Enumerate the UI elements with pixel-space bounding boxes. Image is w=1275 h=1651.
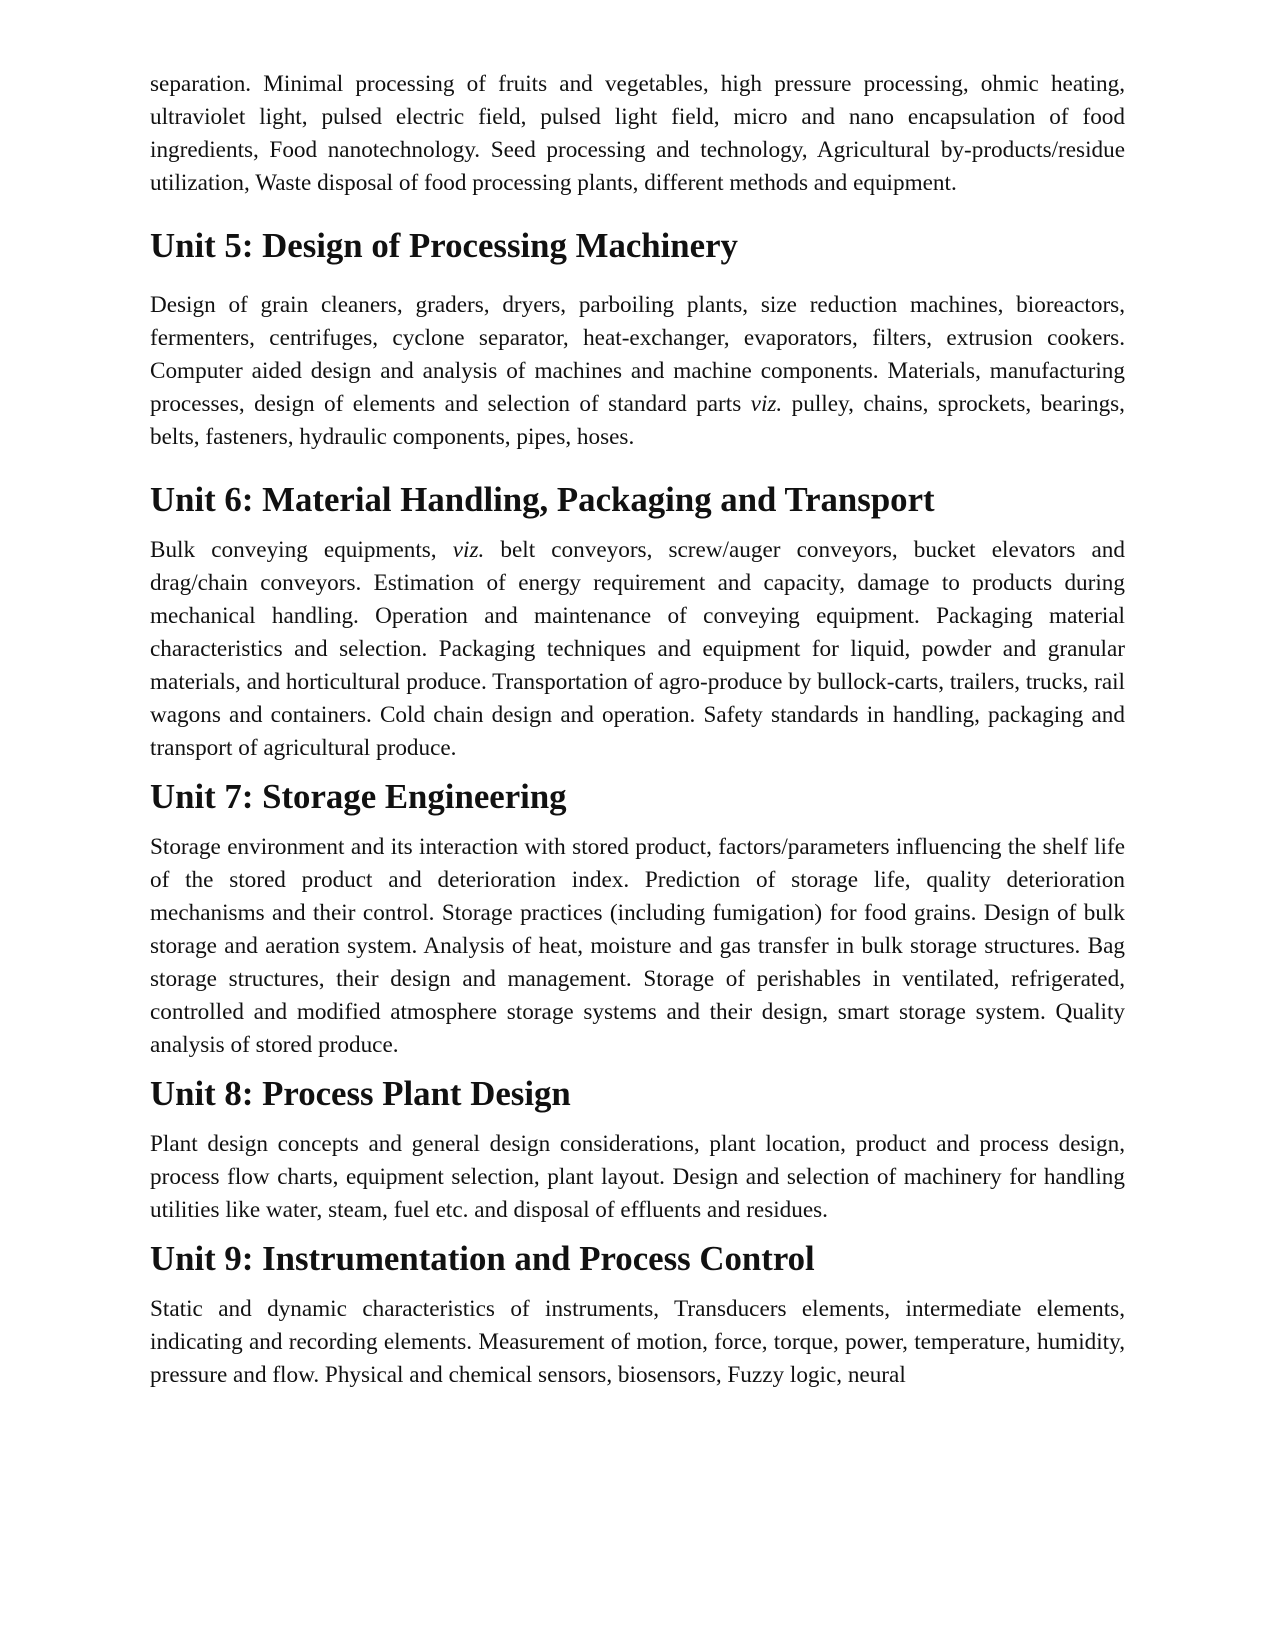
paragraph-unit-7: Storage environment and its interaction with stored product, factors/parameters influencing the shelf life of the stored product and deterioration index. Prediction of storage life, quality deterioration mechanisms and their control. Storage practices (including fumigation) for food grains. Design of bulk storage and aeration system. Analysis of heat, moisture and gas transfer in bulk storage structures. Bag storage structures, their design and management. Storage of perishables in ventilated, refrigerated, controlled and modified atmosphere storage systems and their design, smart storage system. Quality analysis of stored produce. (150, 834, 1125, 1058)
paragraph-unit-9: Static and dynamic characteristics of instruments, Transducers elements, intermediate elements, indicating and recording elements. Measurement of motion, force, torque, power, temperature, humidity, pressure and flow. Physical and chemical sensors, biosensors, Fuzzy logic, neural (150, 1296, 1125, 1388)
paragraph-unit-8: Plant design concepts and general design considerations, plant location, product and process design, process flow charts, equipment selection, plant layout. Design and selection of machinery for handling utilities like water, steam, fuel etc. and disposal of effluents and residues. (150, 1131, 1125, 1223)
paragraph-unit-5: Design of grain cleaners, graders, dryers, parboiling plants, size reduction machines, bioreactors, fermenters, centrifuges, cyclone separator, heat-exchanger, evaporators, filters, extrusion cookers. Computer aided design and analysis of machines and machine components. Materials, manufacturing processes, design of elements and selection of standard parts viz. pulley, chains, sprockets, bearings, belts, fasteners, hydraulic components, pipes, hoses. (150, 292, 1125, 450)
heading-unit-9: Unit 9: Instrumentation and Process Control (150, 1239, 815, 1278)
heading-unit-8: Unit 8: Process Plant Design (150, 1074, 571, 1113)
italic-viz: viz. (452, 537, 485, 563)
paragraph-unit-6: Bulk conveying equipments, viz. belt conveyors, screw/auger conveyors, bucket elevators and drag/chain conveyors. Estimation of energy requirement and capacity, damage to products during mechanical handling. Operation and maintenance of conveying equipment. Packaging material characteristics and selection. Packaging techniques and equipment for liquid, powder and granular materials, and horticultural produce. Transportation of agro-produce by bullock-carts, trailers, trucks, rail wagons and containers. Cold chain design and operation. Safety standards in handling, packaging and transport of agricultural produce. (150, 537, 1125, 761)
italic-viz: viz. (750, 391, 783, 417)
heading-unit-7: Unit 7: Storage Engineering (150, 777, 567, 816)
document-page (150, 68, 1125, 1392)
heading-unit-5: Unit 5: Design of Processing Machinery (150, 226, 738, 265)
heading-unit-6: Unit 6: Material Handling, Packaging and Transport (150, 480, 935, 519)
paragraph-unit4-continued: separation. Minimal processing of fruits and vegetables, high pressure processing, ohmic heating, ultraviolet light, pulsed electric field, pulsed light field, micro and nano encapsulation of food ingredients, Food nanotechnology. Seed processing and technology, Agricultural by-products/residue utilization, Waste disposal of food processing plants, different methods and equipment. (150, 71, 1125, 196)
